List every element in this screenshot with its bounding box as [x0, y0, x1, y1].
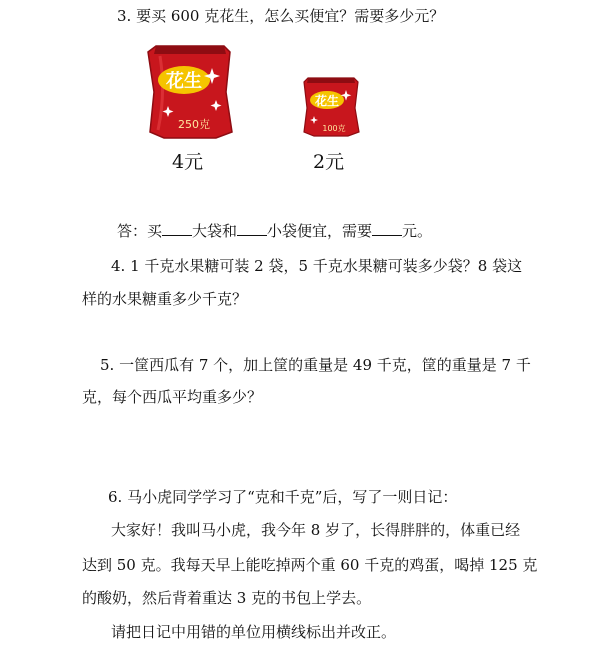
answer-text-2: 大袋和 — [192, 222, 238, 240]
question-3-answer — [117, 221, 432, 241]
question-6-line-1: 6. 马小虎同学学习了“克和千克”后，写了一则日记： — [108, 488, 458, 506]
bag-small-price: 2元 — [313, 151, 345, 173]
diary-line-2: 达到 50 克。我每天早上能吃掉两个重 60 千克的鸡蛋，喝掉 125 克 — [82, 556, 538, 574]
question-5-line-2: 克，每个西瓜平均重多少？ — [82, 388, 263, 406]
question-4-line-2: 样的水果糖重多少千克？ — [82, 290, 248, 308]
diary-line-3: 的酸奶，然后背着重达 3 克的书包上学去。 — [82, 589, 372, 607]
bag-large-label: 花生 — [166, 71, 202, 92]
question-6-instruction: 请把日记中用错的单位用横线标出并改正。 — [111, 623, 397, 641]
bag-small-weight: 100克 — [322, 124, 346, 133]
answer-text-3: 小袋便宜，需要 — [267, 222, 373, 240]
answer-text-1: 答：买 — [117, 222, 163, 240]
answer-blank-small[interactable] — [237, 221, 267, 236]
bag-small-label: 花生 — [314, 94, 340, 108]
diary-line-1: 大家好！我叫马小虎，我今年 8 岁了，长得胖胖的，体重已经 — [111, 521, 521, 539]
bag-large-price: 4元 — [172, 151, 204, 173]
question-3-text: 3. 要买 600 克花生，怎么买便宜？需要多少元？ — [117, 7, 445, 25]
answer-blank-large[interactable] — [162, 221, 192, 236]
answer-blank-cost[interactable] — [372, 221, 402, 236]
bag-large-weight: 250克 — [178, 118, 210, 131]
answer-text-4: 元。 — [402, 222, 433, 240]
question-5-line-1: 5. 一筐西瓜有 7 个，加上筐的重量是 49 千克，筐的重量是 7 千 — [100, 356, 531, 374]
peanut-bag-large-image — [146, 44, 234, 140]
peanut-bag-small-image — [302, 76, 360, 138]
question-4-line-1: 4. 1 千克水果糖可装 2 袋，5 千克水果糖可装多少袋？8 袋这 — [111, 257, 523, 275]
